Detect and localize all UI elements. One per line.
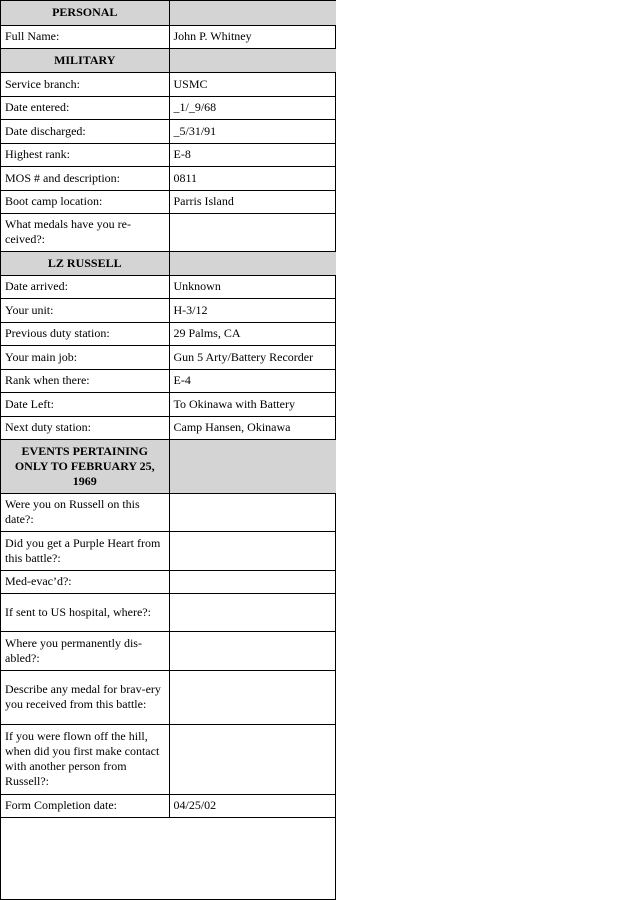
table-row — [1, 670, 336, 724]
section-title: LZ RUSSELL — [1, 251, 169, 275]
field-label: Boot camp location: — [1, 190, 169, 213]
section-header-lz-russell — [1, 251, 336, 275]
table-row — [1, 298, 336, 322]
field-value: 0811 — [169, 166, 336, 190]
field-label: Full Name: — [1, 25, 169, 48]
field-label: MOS # and description: — [1, 166, 169, 190]
field-value: H-3/12 — [169, 298, 336, 322]
field-label: Rank when there: — [1, 369, 169, 392]
field-label: If sent to US hospital, where?: — [1, 593, 169, 631]
table-row — [1, 794, 336, 817]
table-row — [1, 531, 336, 570]
field-value — [169, 593, 336, 631]
field-label: Date discharged: — [1, 119, 169, 143]
field-value — [169, 631, 336, 670]
field-value: John P. Whitney — [169, 25, 336, 48]
table-row — [1, 166, 336, 190]
field-value — [169, 213, 336, 251]
field-label: Did you get a Purple Heart from this battle?: — [1, 531, 169, 570]
table-row — [1, 724, 336, 794]
field-label: Where you permanently dis-abled?: — [1, 631, 169, 670]
field-label: Were you on Russell on this date?: — [1, 493, 169, 531]
field-value — [169, 493, 336, 531]
table-row — [1, 593, 336, 631]
field-value — [169, 570, 336, 593]
field-value: E-8 — [169, 143, 336, 166]
table-row — [1, 25, 336, 48]
field-value: USMC — [169, 72, 336, 96]
field-label: Your main job: — [1, 345, 169, 369]
table-row — [1, 275, 336, 298]
field-value: 29 Palms, CA — [169, 322, 336, 345]
field-label: Service branch: — [1, 72, 169, 96]
section-title: MILITARY — [1, 48, 169, 72]
field-value: Camp Hansen, Okinawa — [169, 416, 336, 439]
field-value — [169, 531, 336, 570]
table-row — [1, 190, 336, 213]
section-header-blank — [169, 48, 336, 72]
field-value: E-4 — [169, 369, 336, 392]
table-row — [1, 96, 336, 119]
table-row — [1, 369, 336, 392]
section-header-personal — [1, 1, 336, 25]
form-table — [1, 1, 336, 818]
section-header-blank — [169, 1, 336, 25]
field-value: 04/25/02 — [169, 794, 336, 817]
table-row — [1, 72, 336, 96]
field-label: Date arrived: — [1, 275, 169, 298]
field-value: _5/31/91 — [169, 119, 336, 143]
table-row — [1, 416, 336, 439]
field-value: _1/_9/68 — [169, 96, 336, 119]
field-value — [169, 670, 336, 724]
table-row — [1, 213, 336, 251]
field-value: To Okinawa with Battery — [169, 392, 336, 416]
table-row — [1, 570, 336, 593]
field-label: If you were flown off the hill, when did you first make contact with another person from Russell?: — [1, 724, 169, 794]
field-value: Gun 5 Arty/Battery Recorder — [169, 345, 336, 369]
field-label: Describe any medal for brav-ery you received from this battle: — [1, 670, 169, 724]
field-value — [169, 724, 336, 794]
section-title: EVENTS PERTAINING ONLY TO FEBRUARY 25, 1969 — [1, 439, 169, 493]
table-row — [1, 119, 336, 143]
field-label: Previous duty station: — [1, 322, 169, 345]
table-row — [1, 345, 336, 369]
field-label: Your unit: — [1, 298, 169, 322]
table-row — [1, 493, 336, 531]
field-label: Highest rank: — [1, 143, 169, 166]
field-label: Date entered: — [1, 96, 169, 119]
section-header-events — [1, 439, 336, 493]
field-label: Date Left: — [1, 392, 169, 416]
field-label: Next duty station: — [1, 416, 169, 439]
section-header-blank — [169, 439, 336, 493]
field-value: Unknown — [169, 275, 336, 298]
field-label: What medals have you re-ceived?: — [1, 213, 169, 251]
field-label: Form Completion date: — [1, 794, 169, 817]
field-value: Parris Island — [169, 190, 336, 213]
table-row — [1, 631, 336, 670]
table-row — [1, 392, 336, 416]
field-label: Med-evac’d?: — [1, 570, 169, 593]
section-header-military — [1, 48, 336, 72]
table-row — [1, 143, 336, 166]
table-row — [1, 322, 336, 345]
section-title: PERSONAL — [1, 1, 169, 25]
section-header-blank — [169, 251, 336, 275]
